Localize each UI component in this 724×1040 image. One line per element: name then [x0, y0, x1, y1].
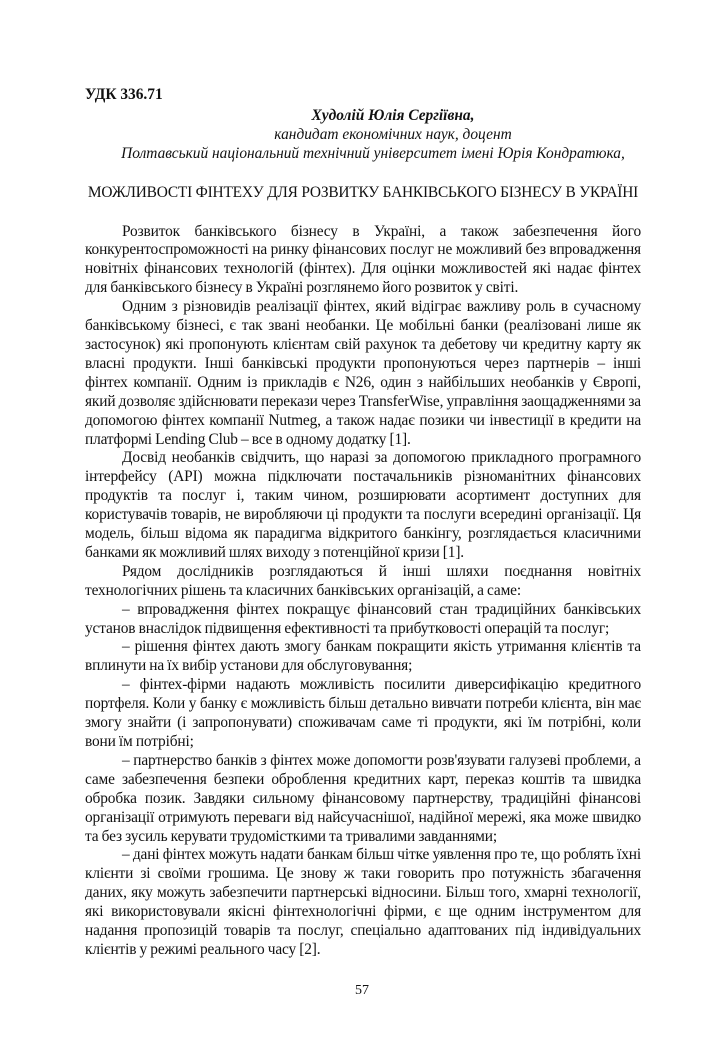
paragraph: Одним з різновидів реалізації фінтех, який відіграє важливу роль в сучасному банківському бізнесі, є так звані необанки. Це мобільні банки (реалізовані лише як застосунок) які пропонують клієнтам свій рахунок та дебетову чи кредитну карту як власні продукти. Інші банківські продукти пропонуються через партнерів – інші фінтех компанії. Одним із прикладів є N26, один з найбільших необанків у Європі, який дозволяє здійснювати перекази через TransferWise, управління заощадженнями за допомогою фінтех компанії Nutmeg, а також надає позики чи інвестиції в кредити на платформі Lending Club – все в одному додатку [1]. [85, 298, 641, 448]
list-item: – дані фінтех можуть надати банкам більш чітке уявлення про те, що роблять їхні клієнти зі своїми грошима. Це знову ж таки говорить про потужність збагачення даних, яку можуть забезпечити партнерські відносини. Більш того, хмарні технології, які використовували якісні фінтехнологічні фірми, є ще одним інструментом для надання пропозицій товарів та послуг, спеціально адаптованих під індивідуальних клієнтів у режимі реального часу [2]. [85, 846, 641, 958]
udk-code: УДК 336.71 [85, 86, 163, 103]
list-item: – фінтех-фірми надають можливість посилити диверсифікацію кредитного портфеля. Коли у банку є можливість більш детально вивчати потреби клієнта, він має змогу знайти (і запропонувати) споживачам саме ті продукти, які їм потрібні, коли вони їм потрібні; [85, 676, 641, 750]
paragraph: Рядом дослідників розглядаються й інші шляхи поєднання новітніх технологічних рішень та класичних банківських організацій, а саме: [85, 562, 641, 599]
author-name: Худолій Юлія Сергіївна, [311, 106, 475, 124]
author-affiliation: Полтавський національний технічний університет імені Юрія Кондратюка, [121, 144, 625, 162]
page-number: 57 [355, 982, 369, 998]
list-item: – впровадження фінтех покращує фінансовий стан традиційних банківських установ внаслідок підвищення ефективності та прибутковості операцій та послуг; [85, 600, 641, 637]
paragraph: Розвиток банківського бізнесу в Україні, а також забезпечення його конкурентоспроможності на ринку фінансових послуг не можливий без впровадження новітніх фінансових технологій (фінтех). Для оцінки можливостей які надає фінтех для банківського бізнесу в Україні розглянемо його розвиток у світі. [85, 222, 641, 297]
author-degree: кандидат економічних наук, доцент [274, 125, 512, 143]
article-body [85, 223, 641, 960]
article-title: МОЖЛИВОСТІ ФІНТЕХУ ДЛЯ РОЗВИТКУ БАНКІВСЬКОГО БІЗНЕСУ В УКРАЇНІ [87, 183, 639, 201]
list-item: – рішення фінтех дають змогу банкам покращити якість утримання клієнтів та вплинути на їх вибір установи для обслуговування; [85, 638, 641, 675]
list-item: – партнерство банків з фінтех може допомогти розв'язувати галузеві проблеми, а саме забезпечення безпеки оброблення кредитних карт, переказ коштів та швидка обробка позик. Завдяки сильному фінансовому партнерству, традиційні фінансові організації отримують переваги від найсучаснішої, надійної мережі, яка може швидко та без зусиль керувати трудомісткими та тривалими завданнями; [85, 751, 641, 845]
paragraph: Досвід необанків свідчить, що наразі за допомогою прикладного програмного інтерфейсу (API) можна підключати постачальників різноманітних фінансових продуктів та послуг і, таким чином, розширювати асортимент доступних для користувачів товарів, не виробляючи ці продукти та послуги всередині організації. Ця модель, більш відома як парадигма відкритого банкінгу, розглядається класичними банками як можливий шлях виходу з потенційної кризи [1]. [85, 449, 641, 561]
document-page [85, 0, 641, 1040]
